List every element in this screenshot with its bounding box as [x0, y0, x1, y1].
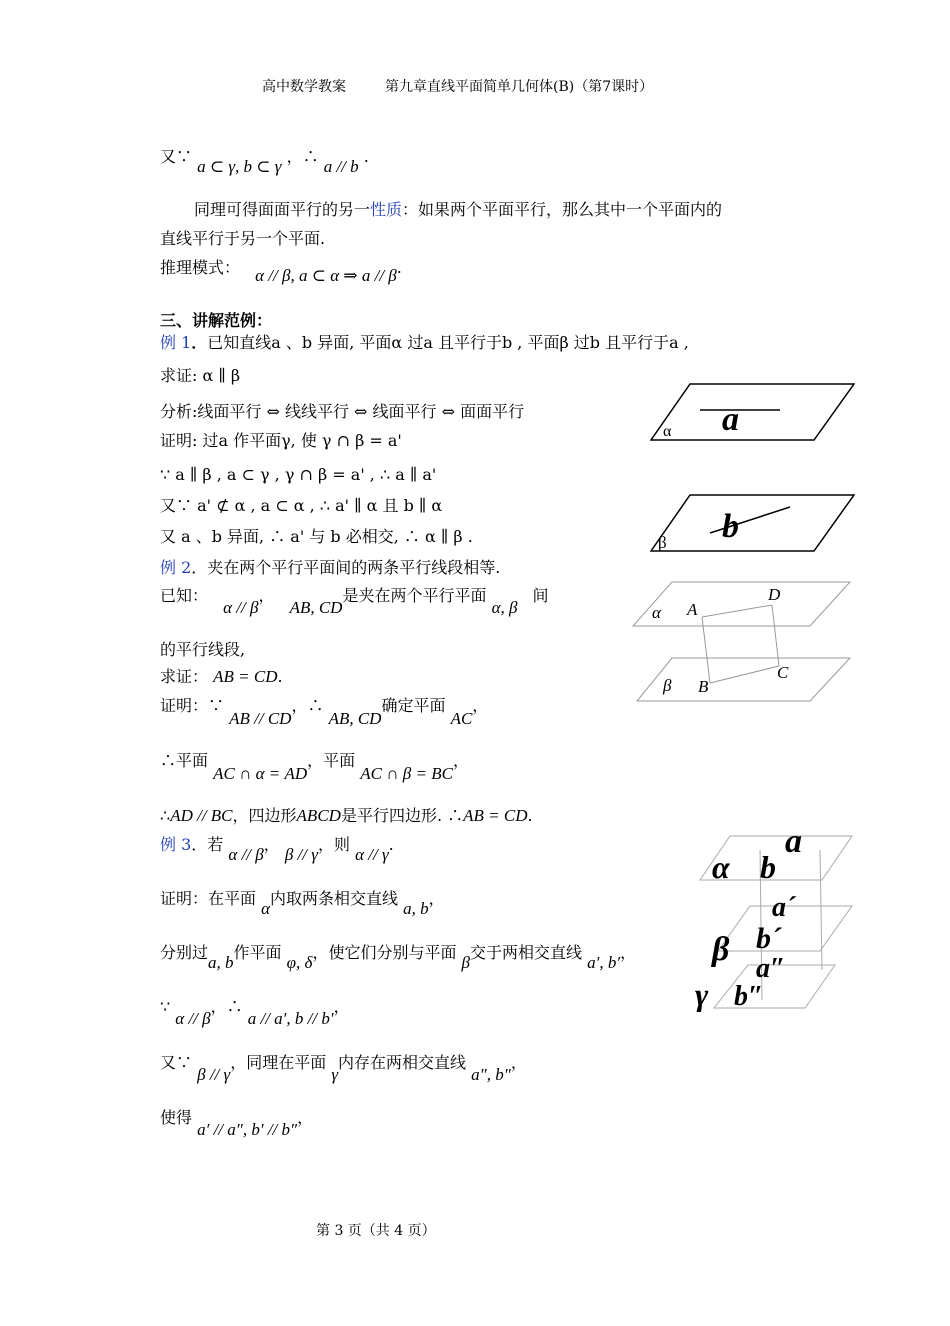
math: β: [461, 953, 471, 972]
math: a // a′, b // b′: [247, 1009, 334, 1028]
page-footer: 第 3 页（共 4 页）: [316, 1223, 436, 1239]
math: AB = CD: [213, 667, 278, 686]
ex3-proof-4: [160, 1053, 527, 1084]
label-b2: b″: [734, 981, 764, 1012]
plane-outline: [651, 384, 854, 440]
ex3-proof-1: [160, 889, 445, 918]
ex1-proof-3: 又∵ a' ⊄ α , a ⊂ α , ∴ a' ∥ α 且 b ∥ α: [160, 496, 443, 515]
math: a ⊂ γ, b ⊂ γ: [197, 157, 282, 176]
text: 同理可得面面平行的另一: [194, 200, 371, 219]
text: 内存在两相交直线: [338, 1053, 467, 1072]
text: 使得: [160, 1108, 193, 1127]
math: AC ∩ β = BC: [360, 764, 453, 783]
text: ：如果两个平面平行，那么其中一个平面内的: [402, 200, 723, 219]
text: 又∵: [160, 1053, 193, 1072]
math: AB // CD: [229, 709, 292, 728]
text: 又∵: [160, 147, 193, 166]
label-gamma: γ: [695, 976, 709, 1012]
label-a1: a´: [772, 892, 796, 923]
math: AC ∩ α = AD: [213, 764, 308, 783]
text: 推理模式：: [160, 258, 241, 277]
label-A: A: [687, 600, 698, 619]
ex3-proof-3: [160, 997, 350, 1028]
text: ．若: [191, 835, 224, 854]
example-label: 例 1: [160, 333, 192, 352]
text: .: [277, 667, 283, 686]
figure-plane-alpha: [650, 380, 855, 442]
plane-alpha: [633, 582, 850, 626]
label-a: a: [785, 823, 802, 860]
math: a′, b′: [587, 953, 621, 972]
text: 确定平面: [381, 696, 446, 715]
math: a, b: [208, 953, 234, 972]
text: ∴平面: [160, 751, 209, 770]
math: γ: [331, 1065, 339, 1084]
segment-bc: [710, 666, 779, 683]
text: ，∴: [210, 997, 243, 1016]
header-right: 第九章直线平面简单几何体(B)（第7课时）: [385, 79, 654, 95]
label-b: b: [722, 508, 739, 545]
text: .: [388, 835, 394, 854]
text: 内取两条相交直线: [270, 889, 399, 908]
text: 已知：: [160, 586, 209, 605]
text: 作平面: [233, 943, 282, 962]
header-left: 高中数学教案: [262, 79, 346, 95]
math: α // γ: [355, 845, 389, 864]
math: α // β, a ⊂ α ⇒ a // β: [255, 266, 397, 285]
text: 证明：在平面: [160, 889, 257, 908]
label-C: C: [777, 663, 789, 682]
label-alpha: α: [712, 849, 730, 885]
ex2-proof-2: [160, 751, 469, 783]
math: α, β: [491, 598, 518, 617]
label-a: a: [722, 401, 739, 438]
text: ，四边形: [232, 806, 297, 825]
text: .: [527, 806, 533, 825]
segment-ad: [702, 605, 772, 617]
link-text: 性质: [370, 200, 403, 219]
math: a″, b″: [471, 1065, 511, 1084]
math: ABCD: [296, 806, 341, 825]
segment-dc: [772, 605, 779, 666]
text: 交于两相交直线: [470, 943, 583, 962]
ex2-known-tail: 的平行线段,: [160, 640, 246, 659]
text: ．夹在两个平行平面间的两条平行线段相等.: [191, 558, 501, 577]
math: a, b: [403, 899, 429, 918]
plane-outline: [651, 495, 854, 551]
text: ，: [263, 835, 280, 854]
text: ，使它们分别与平面: [312, 943, 457, 962]
text: 分别过: [160, 943, 209, 962]
ex2-known: [160, 586, 549, 617]
paragraph-1-cont: 直线平行于另一个平面.: [160, 229, 326, 248]
label-beta: β: [658, 533, 667, 552]
ex1-proof-1: 证明: 过a 作平面γ, 使 γ ∩ β = a': [160, 431, 402, 450]
text: ，: [452, 751, 469, 770]
example-label: 例 3: [160, 835, 192, 854]
text: 是夹在两个平行平面: [342, 586, 487, 605]
label-b: b: [760, 849, 776, 885]
math: AD // BC: [170, 806, 233, 825]
text: ，∴: [286, 147, 319, 166]
math: AB, CD: [289, 598, 343, 617]
ex1-proof-4: 又 a 、b 异面, ∴ a' 与 b 必相交, ∴ α ∥ β .: [160, 527, 473, 546]
math: AB = CD: [463, 806, 528, 825]
section-title: 三、讲解范例：: [160, 311, 273, 330]
text: ，: [428, 889, 445, 908]
text: 间: [532, 586, 549, 605]
text: 求证：: [160, 667, 209, 686]
line-1: [160, 147, 369, 176]
connector: [820, 850, 822, 970]
text: ∴: [160, 806, 171, 825]
text: ，平面: [307, 751, 356, 770]
text: 已知直线a 、b 异面, 平面α 过a 且平行于b , 平面β 过b 且平行于a ,: [207, 333, 689, 352]
label-beta: β: [663, 676, 672, 695]
ex2-prove: [160, 667, 283, 687]
text: ，: [510, 1053, 527, 1072]
label-alpha: α: [652, 603, 661, 622]
text: 证明：∵: [160, 696, 225, 715]
figure-parallel-planes: [632, 580, 852, 705]
label-beta: β: [712, 931, 730, 968]
text: ．: [191, 333, 208, 352]
text: .: [396, 258, 402, 277]
math: AC: [450, 709, 473, 728]
math: α // β: [175, 1009, 211, 1028]
text: ，∴: [291, 696, 324, 715]
ex1-proof-2: ∵ a ∥ β , a ⊂ γ , γ ∩ β = a' , ∴ a ∥ a': [160, 465, 437, 484]
math: a′ // a″, b′ // b″: [197, 1120, 298, 1139]
label-b1: b´: [756, 922, 781, 955]
label-B: B: [698, 677, 709, 696]
figure-plane-beta: [650, 493, 855, 555]
label-alpha: α: [663, 423, 672, 440]
ex1-prove: 求证: α ∥ β: [160, 366, 241, 385]
example-label: 例 2: [160, 558, 192, 577]
text: 是平行四边形. ∴: [340, 806, 464, 825]
ex2-proof-3: [160, 806, 533, 826]
text: ，则: [317, 835, 350, 854]
ex2-proof-1: [160, 696, 489, 728]
math: α // β: [223, 598, 259, 617]
label-D: D: [768, 585, 781, 604]
math: α: [261, 899, 271, 918]
text: ∵: [160, 997, 171, 1016]
text: ，: [472, 696, 489, 715]
math: a // b: [323, 157, 359, 176]
math: β // γ: [284, 845, 318, 864]
ex1-line: [160, 333, 689, 353]
math: α // β: [228, 845, 264, 864]
label-a2: a″: [756, 953, 786, 984]
text: ，: [297, 1108, 314, 1127]
segment-ab: [702, 617, 710, 683]
text: ，: [620, 943, 637, 962]
ex3-proof-5: [160, 1108, 314, 1139]
text: ，: [333, 997, 350, 1016]
mode-line: [160, 258, 402, 285]
math: AB, CD: [328, 709, 382, 728]
text: ，: [258, 586, 275, 605]
text: ，同理在平面: [230, 1053, 327, 1072]
ex2-line: [160, 558, 500, 578]
figure-three-planes: [690, 820, 855, 1015]
text: .: [363, 147, 369, 166]
paragraph-1: [194, 200, 722, 220]
ex3-proof-2: [160, 943, 637, 972]
ex3-line: [160, 835, 394, 864]
ex1-analysis: 分析:线面平行 ⇔ 线线平行 ⇔ 线面平行 ⇔ 面面平行: [160, 402, 525, 421]
math: β // γ: [197, 1065, 231, 1084]
math: φ, δ: [286, 953, 313, 972]
